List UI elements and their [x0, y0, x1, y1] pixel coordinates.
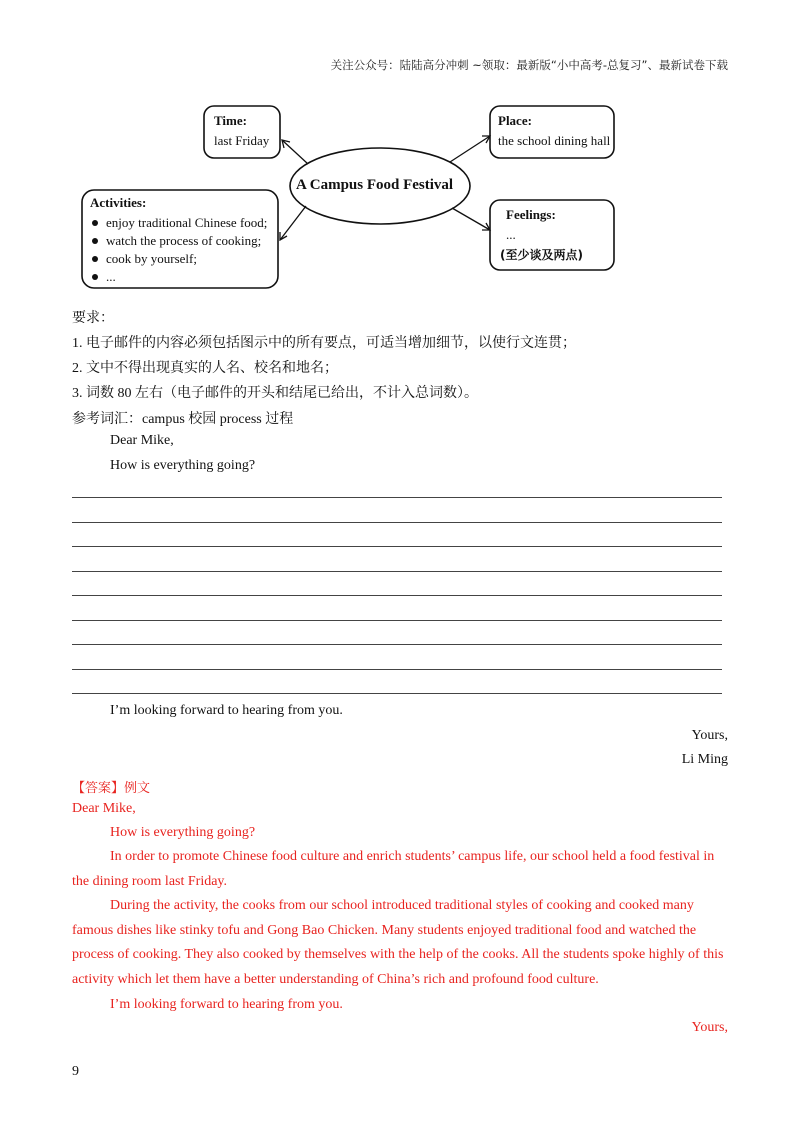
answer-signoff: Yours, — [691, 1020, 728, 1035]
letter-closing-line: I’m looking forward to hearing from you. — [110, 703, 343, 718]
page-header: 关注公众号：陆陆高分冲刺 ~领取：最新版“小中高考-总复习”、最新试卷下载 — [330, 58, 728, 72]
writing-line — [72, 669, 722, 670]
requirements-heading: 要求： — [72, 311, 114, 326]
feelings-title: Feelings: — [506, 207, 556, 222]
page-number: 9 — [72, 1064, 79, 1079]
requirement-item: 2. 文中不得出现真实的人名、校名和地名； — [72, 361, 338, 376]
answer-paragraph-2: In order to promote Chinese food culture and enrich students’ campus life, our school held a food festival in the dining room last Friday. — [72, 849, 715, 889]
writing-line — [72, 644, 722, 645]
letter-signoff: Yours, — [691, 728, 728, 743]
writing-line — [72, 620, 722, 621]
activity-item: ... — [90, 268, 267, 286]
writing-line — [72, 546, 722, 547]
feelings-value: ... — [506, 227, 516, 242]
answer-label: 【答案】例文 — [72, 781, 151, 796]
place-title: Place: — [498, 113, 532, 128]
vocabulary-hint: 参考词汇：campus 校园 process 过程 — [72, 412, 294, 427]
place-value: the school dining hall — [498, 133, 611, 148]
writing-line — [72, 571, 722, 572]
requirement-item: 3. 词数 80 左右（电子邮件的开头和结尾已给出，不计入总词数）。 — [72, 386, 478, 401]
letter-opening: How is everything going? — [110, 458, 256, 473]
feelings-note: (至少谈及两点) — [500, 248, 583, 262]
answer-paragraph-3: During the activity, the cooks from our school introduced traditional styles of cooking and cooked many famous dishes like stinky tofu and Gong Bao Chicken. Many students enjoyed traditional food and watched the process of cooking. They also cooked by themselves with the help of the cooks. All the students spoke highly of this activity which let them have a better understanding of China’s rich and profound food culture. — [72, 898, 724, 987]
activity-item: watch the process of cooking; — [90, 232, 267, 250]
time-title: Time: — [214, 113, 247, 128]
activity-item: cook by yourself; — [90, 250, 267, 268]
writing-line — [72, 497, 722, 498]
writing-line — [72, 595, 722, 596]
activity-item: enjoy traditional Chinese food; — [90, 214, 267, 232]
center-topic: A Campus Food Festival — [296, 177, 454, 193]
answer-paragraph-1: How is everything going? — [110, 825, 256, 840]
activities-list — [90, 214, 267, 286]
requirement-item: 1. 电子邮件的内容必须包括图示中的所有要点，可适当增加细节，以使行文连贯； — [72, 336, 576, 351]
answer-paragraph-4: I’m looking forward to hearing from you. — [110, 997, 343, 1012]
letter-greeting: Dear Mike, — [110, 433, 174, 448]
answer-greeting: Dear Mike, — [72, 801, 136, 816]
writing-line — [72, 693, 722, 694]
activities-title: Activities: — [90, 195, 147, 210]
writing-line — [72, 522, 722, 523]
mind-map — [70, 100, 630, 300]
time-value: last Friday — [214, 133, 270, 148]
letter-signature: Li Ming — [681, 752, 728, 767]
